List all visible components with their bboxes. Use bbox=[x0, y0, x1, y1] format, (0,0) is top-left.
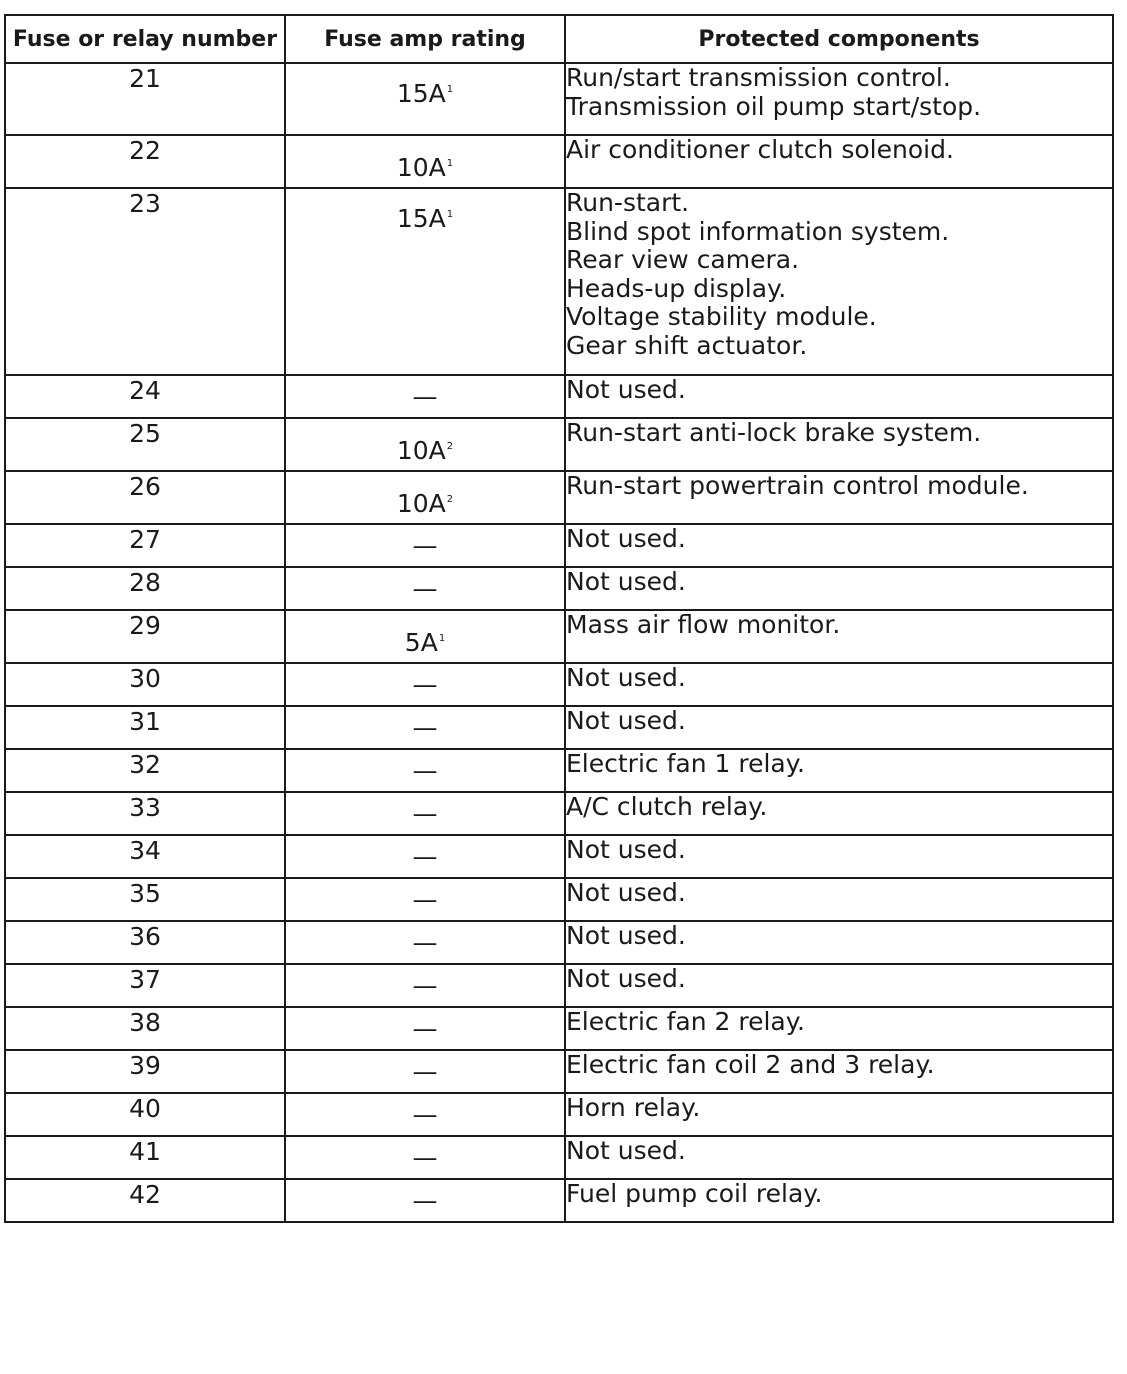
component-line: Blind spot information system. bbox=[566, 216, 950, 246]
amp-rating-value: — bbox=[412, 1100, 438, 1129]
fuse-number-cell: 36 bbox=[5, 921, 285, 964]
component-line: Electric fan 1 relay. bbox=[566, 749, 805, 778]
amp-rating-wrap bbox=[286, 568, 564, 603]
protected-components-cell bbox=[565, 610, 1113, 663]
protected-components-cell bbox=[565, 1093, 1113, 1136]
table-row bbox=[5, 1050, 1113, 1093]
amp-rating-value: — bbox=[412, 1014, 438, 1043]
fuse-number-cell: 23 bbox=[5, 188, 285, 375]
amp-rating-wrap bbox=[286, 707, 564, 742]
amp-rating-cell bbox=[285, 706, 565, 749]
protected-components-cell bbox=[565, 1179, 1113, 1222]
amp-rating-value: — bbox=[412, 799, 438, 828]
amp-rating-value: — bbox=[412, 842, 438, 871]
amp-rating-value: — bbox=[412, 713, 438, 742]
component-line: Not used. bbox=[566, 1136, 686, 1165]
amp-rating-value: — bbox=[412, 531, 438, 560]
amp-rating-wrap bbox=[286, 664, 564, 699]
amp-rating-value: 5A bbox=[404, 628, 438, 657]
component-line: Not used. bbox=[566, 921, 686, 950]
fuse-number-cell: 41 bbox=[5, 1136, 285, 1179]
footnote-marker: 1 bbox=[446, 209, 454, 220]
component-line: Not used. bbox=[566, 375, 686, 404]
amp-rating-value: — bbox=[412, 756, 438, 785]
fuse-number-cell: 34 bbox=[5, 835, 285, 878]
amp-rating-wrap bbox=[286, 136, 564, 182]
amp-rating-cell bbox=[285, 375, 565, 418]
amp-rating-wrap bbox=[286, 879, 564, 914]
component-line: Voltage stability module. bbox=[566, 302, 877, 332]
component-line: Electric fan 2 relay. bbox=[566, 1007, 805, 1036]
amp-rating-value: 15A bbox=[396, 79, 446, 108]
amp-rating-wrap bbox=[286, 1008, 564, 1043]
amp-rating-cell bbox=[285, 835, 565, 878]
table-row bbox=[5, 1093, 1113, 1136]
table-row bbox=[5, 610, 1113, 663]
component-line: Not used. bbox=[566, 878, 686, 907]
component-line: Heads-up display. bbox=[566, 273, 787, 303]
amp-rating-value: 15A bbox=[396, 204, 446, 233]
table-row bbox=[5, 921, 1113, 964]
protected-components-cell bbox=[565, 1007, 1113, 1050]
component-line: A/C clutch relay. bbox=[566, 792, 768, 821]
table-row bbox=[5, 63, 1113, 135]
protected-components-cell bbox=[565, 706, 1113, 749]
fuse-number-cell: 25 bbox=[5, 418, 285, 471]
fuse-number-cell: 26 bbox=[5, 471, 285, 524]
component-line: Not used. bbox=[566, 524, 686, 553]
table-row bbox=[5, 135, 1113, 188]
table-row bbox=[5, 471, 1113, 524]
amp-rating-cell bbox=[285, 1136, 565, 1179]
amp-rating-value: — bbox=[412, 928, 438, 957]
protected-components-cell bbox=[565, 921, 1113, 964]
header-amp-rating: Fuse amp rating bbox=[285, 15, 565, 63]
amp-rating-wrap bbox=[286, 1051, 564, 1086]
component-line: Run-start. bbox=[566, 188, 690, 217]
amp-rating-wrap bbox=[286, 922, 564, 957]
amp-rating-wrap bbox=[286, 1137, 564, 1172]
amp-rating-wrap bbox=[286, 750, 564, 785]
component-line: Gear shift actuator. bbox=[566, 330, 808, 360]
footnote-marker: 1 bbox=[446, 84, 454, 95]
amp-rating-cell bbox=[285, 471, 565, 524]
table-row bbox=[5, 663, 1113, 706]
footnote-marker: 2 bbox=[446, 441, 454, 452]
table-row bbox=[5, 375, 1113, 418]
fuse-number-cell: 31 bbox=[5, 706, 285, 749]
amp-rating-value: — bbox=[412, 574, 438, 603]
amp-rating-wrap bbox=[286, 793, 564, 828]
amp-rating-wrap bbox=[286, 965, 564, 1000]
amp-rating-cell bbox=[285, 1093, 565, 1136]
component-line: Not used. bbox=[566, 706, 686, 735]
amp-rating-value: 10A bbox=[396, 436, 446, 465]
protected-components-cell bbox=[565, 471, 1113, 524]
table-row bbox=[5, 567, 1113, 610]
fuse-number-cell: 21 bbox=[5, 63, 285, 135]
amp-rating-wrap bbox=[286, 1094, 564, 1129]
amp-rating-cell bbox=[285, 878, 565, 921]
component-line: Mass air flow monitor. bbox=[566, 610, 841, 639]
fuse-number-cell: 37 bbox=[5, 964, 285, 1007]
fuse-number-cell: 28 bbox=[5, 567, 285, 610]
component-line: Rear view camera. bbox=[566, 245, 800, 275]
amp-rating-cell bbox=[285, 1050, 565, 1093]
component-line: Horn relay. bbox=[566, 1093, 701, 1122]
protected-components-cell bbox=[565, 188, 1113, 375]
amp-rating-wrap bbox=[286, 472, 564, 518]
fuse-number-cell: 42 bbox=[5, 1179, 285, 1222]
amp-rating-cell bbox=[285, 188, 565, 375]
protected-components-cell bbox=[565, 1050, 1113, 1093]
amp-rating-cell bbox=[285, 921, 565, 964]
component-line: Electric fan coil 2 and 3 relay. bbox=[566, 1050, 935, 1079]
fuse-number-cell: 33 bbox=[5, 792, 285, 835]
amp-rating-wrap bbox=[286, 611, 564, 657]
amp-rating-wrap bbox=[286, 189, 564, 233]
component-line: Not used. bbox=[566, 835, 686, 864]
protected-components-cell bbox=[565, 135, 1113, 188]
component-line: Run-start anti-lock brake system. bbox=[566, 418, 982, 447]
amp-rating-cell bbox=[285, 135, 565, 188]
amp-rating-cell bbox=[285, 524, 565, 567]
table-row bbox=[5, 878, 1113, 921]
fuse-number-cell: 38 bbox=[5, 1007, 285, 1050]
amp-rating-value: 10A bbox=[396, 153, 446, 182]
table-row bbox=[5, 1136, 1113, 1179]
amp-rating-value: — bbox=[412, 971, 438, 1000]
amp-rating-value: — bbox=[412, 382, 438, 411]
fuse-number-cell: 29 bbox=[5, 610, 285, 663]
amp-rating-value: — bbox=[412, 670, 438, 699]
component-line: Not used. bbox=[566, 964, 686, 993]
amp-rating-cell bbox=[285, 63, 565, 135]
table-row bbox=[5, 1179, 1113, 1222]
footnote-marker: 2 bbox=[446, 494, 454, 505]
amp-rating-value: — bbox=[412, 1143, 438, 1172]
table-row bbox=[5, 835, 1113, 878]
table-row bbox=[5, 1007, 1113, 1050]
fuse-number-cell: 40 bbox=[5, 1093, 285, 1136]
protected-components-cell bbox=[565, 63, 1113, 135]
protected-components-cell bbox=[565, 418, 1113, 471]
component-line: Air conditioner clutch solenoid. bbox=[566, 135, 954, 164]
amp-rating-wrap bbox=[286, 419, 564, 465]
protected-components-cell bbox=[565, 792, 1113, 835]
header-fuse-number: Fuse or relay number bbox=[5, 15, 285, 63]
table-row bbox=[5, 964, 1113, 1007]
footnote-marker: 1 bbox=[438, 633, 446, 644]
protected-components-cell bbox=[565, 835, 1113, 878]
component-line: Not used. bbox=[566, 663, 686, 692]
amp-rating-wrap bbox=[286, 525, 564, 560]
fuse-number-cell: 30 bbox=[5, 663, 285, 706]
amp-rating-value: — bbox=[412, 885, 438, 914]
protected-components-cell bbox=[565, 663, 1113, 706]
amp-rating-value: 10A bbox=[396, 489, 446, 518]
amp-rating-wrap bbox=[286, 836, 564, 871]
amp-rating-value: — bbox=[412, 1186, 438, 1215]
table-row bbox=[5, 792, 1113, 835]
amp-rating-cell bbox=[285, 964, 565, 1007]
table-row bbox=[5, 524, 1113, 567]
protected-components-cell bbox=[565, 749, 1113, 792]
protected-components-cell bbox=[565, 878, 1113, 921]
table-row bbox=[5, 418, 1113, 471]
table-row bbox=[5, 188, 1113, 375]
amp-rating-cell bbox=[285, 1179, 565, 1222]
table-row bbox=[5, 706, 1113, 749]
amp-rating-cell bbox=[285, 1007, 565, 1050]
protected-components-cell bbox=[565, 375, 1113, 418]
amp-rating-value: — bbox=[412, 1057, 438, 1086]
amp-rating-cell bbox=[285, 663, 565, 706]
protected-components-cell bbox=[565, 1136, 1113, 1179]
component-line: Run-start powertrain control module. bbox=[566, 471, 1029, 500]
protected-components-cell bbox=[565, 524, 1113, 567]
amp-rating-wrap bbox=[286, 1180, 564, 1215]
fuse-number-cell: 24 bbox=[5, 375, 285, 418]
component-line: Transmission oil pump start/stop. bbox=[566, 91, 982, 121]
amp-rating-cell bbox=[285, 749, 565, 792]
protected-components-cell bbox=[565, 567, 1113, 610]
table-header-row bbox=[5, 15, 1113, 63]
amp-rating-cell bbox=[285, 567, 565, 610]
component-line: Run/start transmission control. bbox=[566, 63, 951, 92]
fuse-number-cell: 27 bbox=[5, 524, 285, 567]
amp-rating-cell bbox=[285, 792, 565, 835]
amp-rating-cell bbox=[285, 418, 565, 471]
fuse-table bbox=[4, 14, 1114, 1223]
component-line: Fuel pump coil relay. bbox=[566, 1179, 823, 1208]
component-line: Not used. bbox=[566, 567, 686, 596]
fuse-number-cell: 35 bbox=[5, 878, 285, 921]
table-body bbox=[5, 63, 1113, 1222]
protected-components-cell bbox=[565, 964, 1113, 1007]
fuse-number-cell: 22 bbox=[5, 135, 285, 188]
table-row bbox=[5, 749, 1113, 792]
amp-rating-wrap bbox=[286, 376, 564, 411]
amp-rating-wrap bbox=[286, 64, 564, 108]
amp-rating-cell bbox=[285, 610, 565, 663]
footnote-marker: 1 bbox=[446, 158, 454, 169]
fuse-number-cell: 32 bbox=[5, 749, 285, 792]
fuse-number-cell: 39 bbox=[5, 1050, 285, 1093]
header-protected-components: Protected components bbox=[565, 15, 1113, 63]
